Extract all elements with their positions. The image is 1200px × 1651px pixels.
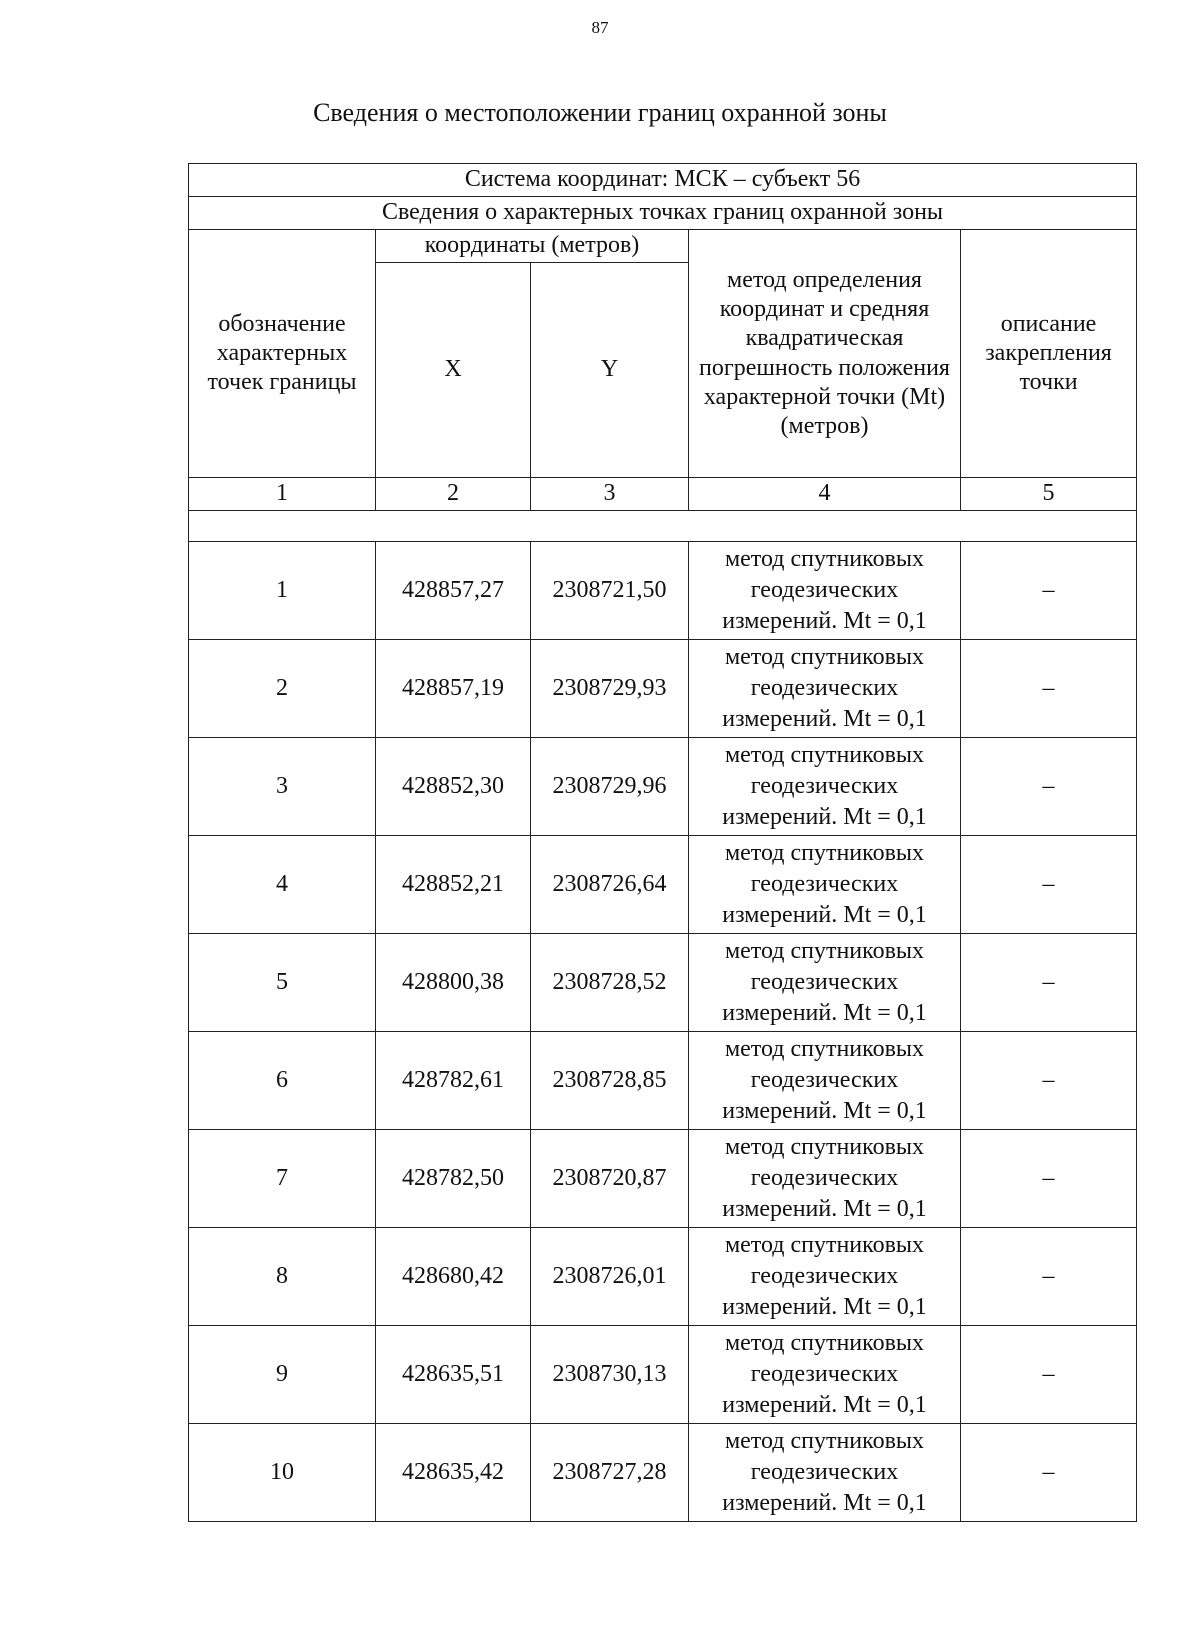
- x-cell: 428782,61: [376, 1032, 531, 1130]
- spacer-row: [189, 511, 1137, 542]
- point-cell: 5: [189, 934, 376, 1032]
- table-row: [189, 640, 1137, 738]
- table-row: [189, 1326, 1137, 1424]
- method-cell: метод спутниковых геодезических измерений. Mt = 0,1: [689, 738, 961, 836]
- table-row: [189, 1228, 1137, 1326]
- table-row: [189, 1424, 1137, 1522]
- column-number-row: [189, 478, 1137, 511]
- method-cell: метод спутниковых геодезических измерений. Mt = 0,1: [689, 1424, 961, 1522]
- x-cell: 428782,50: [376, 1130, 531, 1228]
- x-cell: 428852,30: [376, 738, 531, 836]
- method-cell: метод спутниковых геодезических измерений. Mt = 0,1: [689, 934, 961, 1032]
- point-cell: 2: [189, 640, 376, 738]
- description-cell: –: [961, 836, 1137, 934]
- description-cell: –: [961, 1130, 1137, 1228]
- description-cell: –: [961, 738, 1137, 836]
- x-cell: 428635,42: [376, 1424, 531, 1522]
- coordinates-table: [188, 163, 1137, 1522]
- point-cell: 8: [189, 1228, 376, 1326]
- table-row: [189, 1032, 1137, 1130]
- y-cell: 2308728,52: [531, 934, 689, 1032]
- description-cell: –: [961, 1032, 1137, 1130]
- description-cell: –: [961, 542, 1137, 640]
- header-x: X: [376, 263, 531, 478]
- section-heading-row: [189, 197, 1137, 230]
- point-cell: 3: [189, 738, 376, 836]
- y-cell: 2308729,93: [531, 640, 689, 738]
- header-description: описание закрепления точки: [961, 230, 1137, 478]
- x-cell: 428857,27: [376, 542, 531, 640]
- description-cell: –: [961, 1228, 1137, 1326]
- method-cell: метод спутниковых геодезических измерений. Mt = 0,1: [689, 1326, 961, 1424]
- method-cell: метод спутниковых геодезических измерений. Mt = 0,1: [689, 1032, 961, 1130]
- x-cell: 428852,21: [376, 836, 531, 934]
- method-cell: метод спутниковых геодезических измерений. Mt = 0,1: [689, 1228, 961, 1326]
- description-cell: –: [961, 1326, 1137, 1424]
- table-row: [189, 934, 1137, 1032]
- point-cell: 6: [189, 1032, 376, 1130]
- y-cell: 2308729,96: [531, 738, 689, 836]
- x-cell: 428680,42: [376, 1228, 531, 1326]
- y-cell: 2308726,64: [531, 836, 689, 934]
- column-number: 3: [531, 478, 689, 511]
- table-row: [189, 1130, 1137, 1228]
- document-title: Сведения о местоположении границ охранной зоны: [313, 98, 887, 127]
- point-cell: 7: [189, 1130, 376, 1228]
- point-cell: 9: [189, 1326, 376, 1424]
- y-cell: 2308728,85: [531, 1032, 689, 1130]
- y-cell: 2308720,87: [531, 1130, 689, 1228]
- table-row: [189, 836, 1137, 934]
- x-cell: 428800,38: [376, 934, 531, 1032]
- y-cell: 2308730,13: [531, 1326, 689, 1424]
- point-cell: 10: [189, 1424, 376, 1522]
- y-cell: 2308721,50: [531, 542, 689, 640]
- header-method: метод определения координат и средняя квадратическая погрешность положения характерной точки (Mt) (метров): [689, 230, 961, 478]
- coord-system-row: [189, 164, 1137, 197]
- section-heading-cell: Сведения о характерных точках границ охранной зоны: [189, 197, 1137, 230]
- page-number: 87: [591, 18, 609, 37]
- column-number: 2: [376, 478, 531, 511]
- x-cell: 428635,51: [376, 1326, 531, 1424]
- x-cell: 428857,19: [376, 640, 531, 738]
- table-row: [189, 542, 1137, 640]
- header-row-1: [189, 230, 1137, 263]
- coord-system-cell: Система координат: МСК – субъект 56: [189, 164, 1137, 197]
- header-y: Y: [531, 263, 689, 478]
- spacer-cell: [189, 511, 1137, 542]
- column-number: 1: [189, 478, 376, 511]
- point-cell: 1: [189, 542, 376, 640]
- method-cell: метод спутниковых геодезических измерений. Mt = 0,1: [689, 1130, 961, 1228]
- header-point-label: обозначение характерных точек границы: [189, 230, 376, 478]
- table-row: [189, 738, 1137, 836]
- column-number: 4: [689, 478, 961, 511]
- y-cell: 2308726,01: [531, 1228, 689, 1326]
- method-cell: метод спутниковых геодезических измерений. Mt = 0,1: [689, 542, 961, 640]
- description-cell: –: [961, 934, 1137, 1032]
- description-cell: –: [961, 1424, 1137, 1522]
- description-cell: –: [961, 640, 1137, 738]
- method-cell: метод спутниковых геодезических измерений. Mt = 0,1: [689, 836, 961, 934]
- method-cell: метод спутниковых геодезических измерений. Mt = 0,1: [689, 640, 961, 738]
- point-cell: 4: [189, 836, 376, 934]
- column-number: 5: [961, 478, 1137, 511]
- y-cell: 2308727,28: [531, 1424, 689, 1522]
- header-coords-group: координаты (метров): [376, 230, 689, 263]
